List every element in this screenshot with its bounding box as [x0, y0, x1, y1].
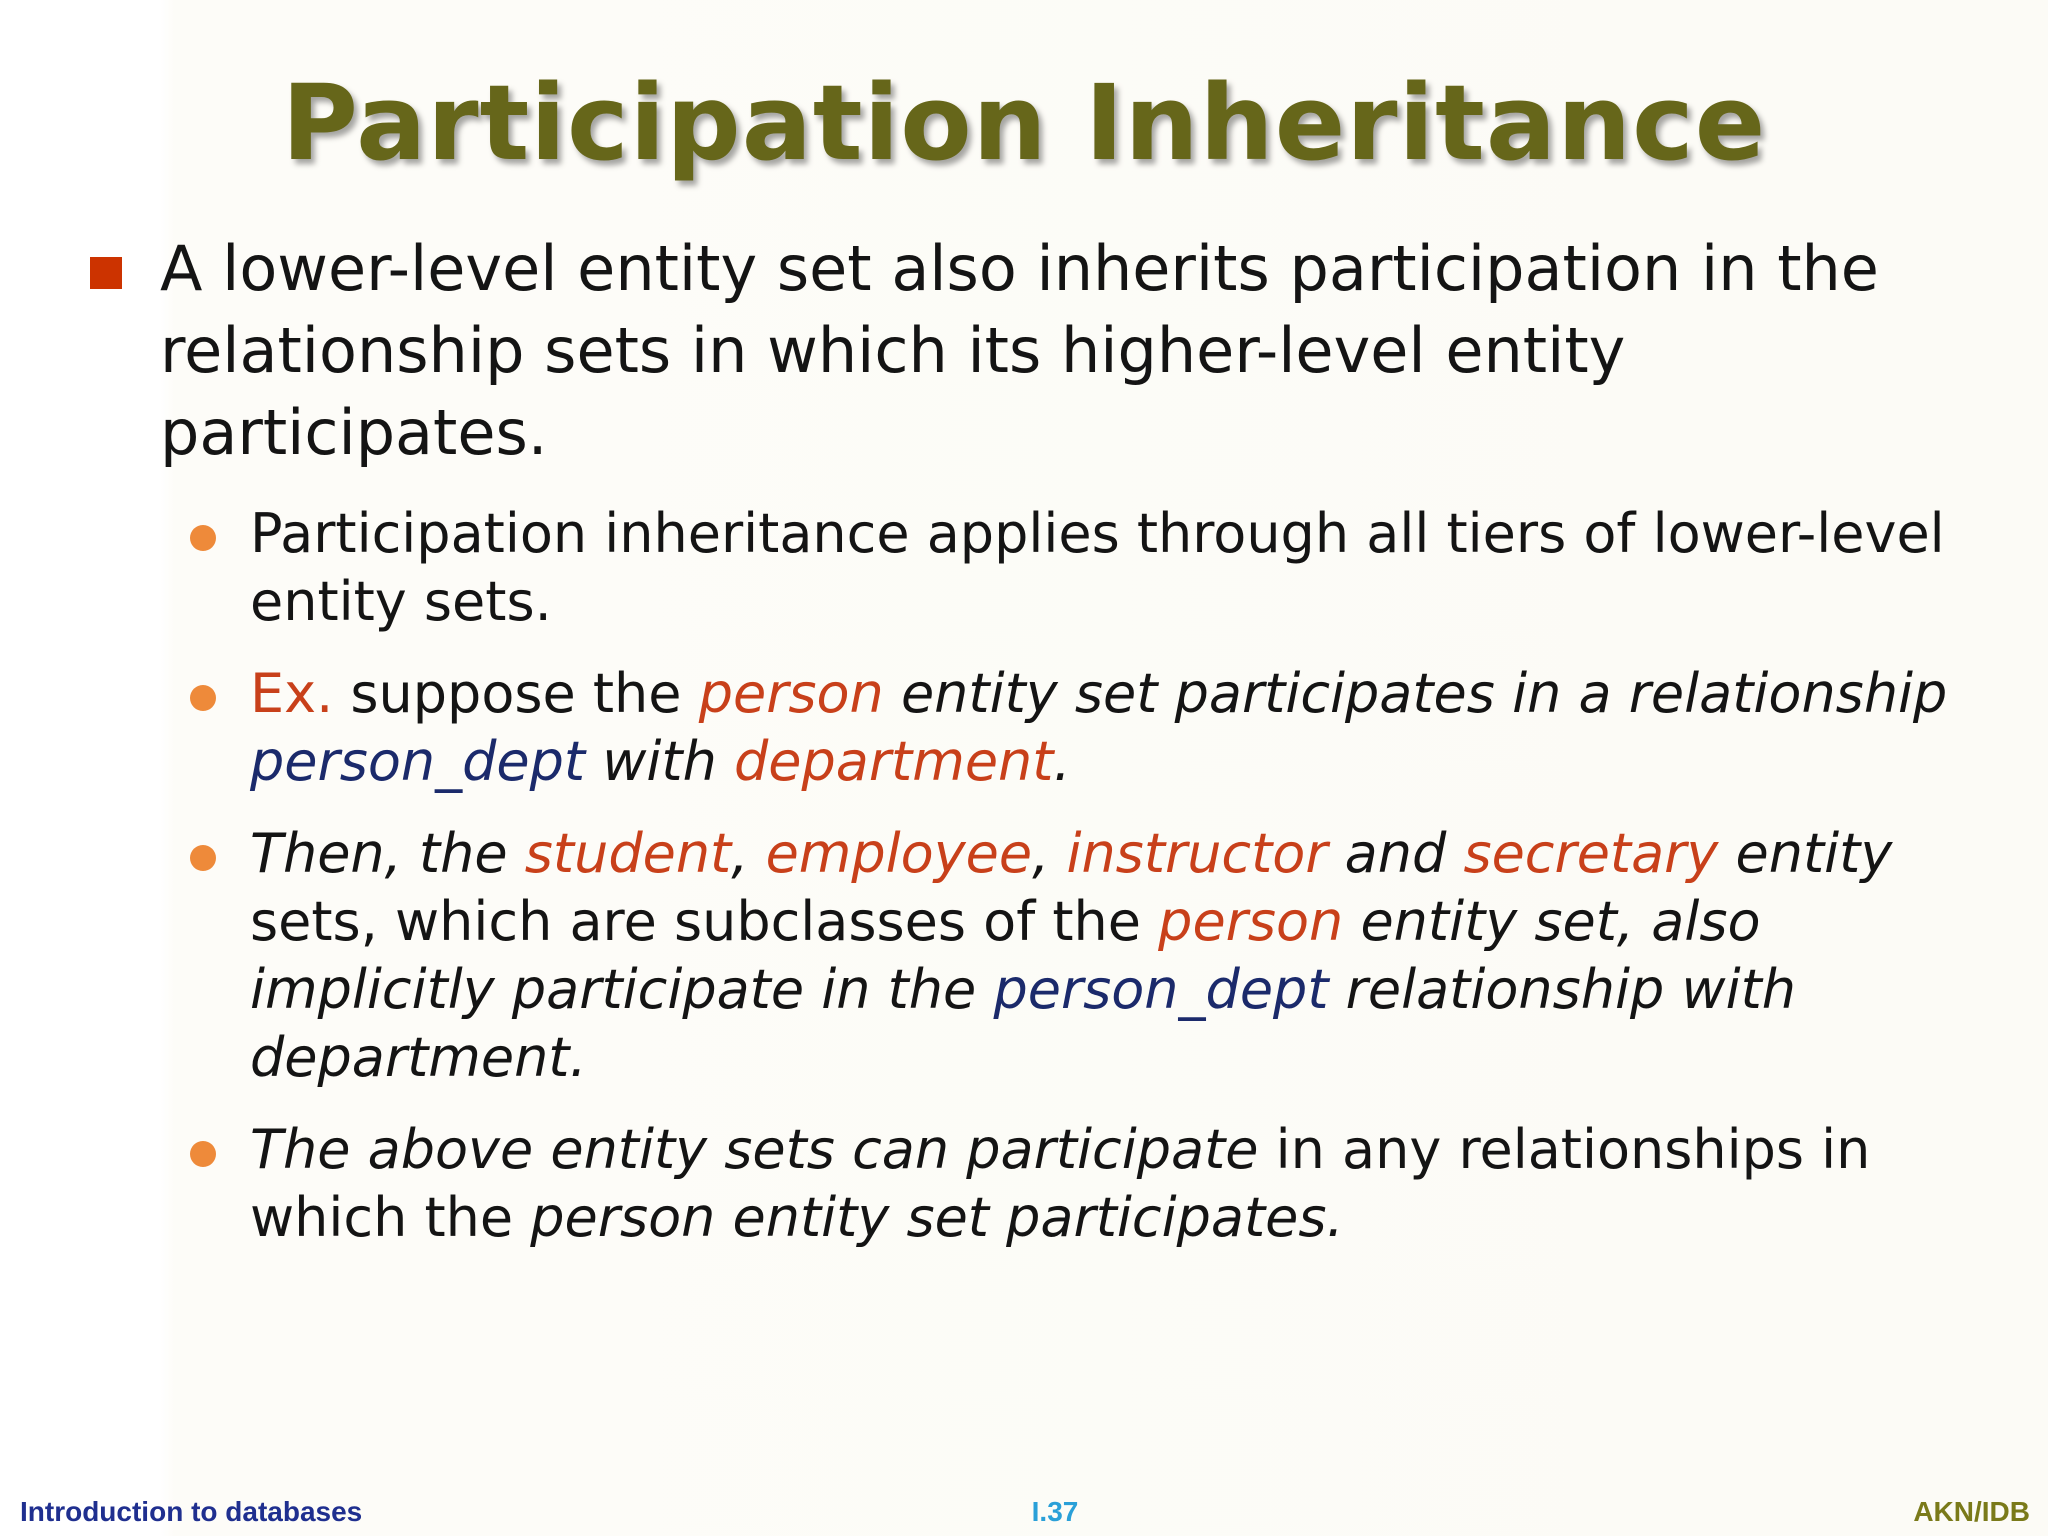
text-run: , — [1032, 822, 1067, 885]
sub-bullet-dot-icon — [190, 685, 216, 711]
main-bullet-square-icon — [90, 257, 122, 289]
footer-slide-number: I.37 — [1031, 1496, 1079, 1527]
text-run: , — [731, 822, 766, 885]
term-secretary: secretary — [1463, 822, 1719, 885]
text-run: person entity set participates. — [530, 1186, 1344, 1249]
text-run: entity set participates in a relationship — [883, 662, 1948, 725]
text-run: The above entity sets can participate — [250, 1118, 1259, 1181]
text-run: and — [1327, 822, 1464, 885]
term-person-dept: person_dept — [250, 730, 586, 793]
slide-title: Participation Inheritance — [281, 62, 1767, 184]
term-instructor: instructor — [1066, 822, 1328, 885]
sub-bullet-3-text — [250, 820, 1990, 1092]
term-department: department — [733, 730, 1054, 793]
sub-bullet-dot-icon — [190, 525, 216, 551]
sub-bullet-1-text: Participation inheritance applies through all tiers of lower-level entity sets. — [250, 502, 1945, 633]
text-run: relationship with — [1328, 958, 1796, 1021]
term-person: person — [698, 662, 884, 725]
text-run: with — [585, 730, 734, 793]
text-run: which the — [250, 1186, 531, 1249]
text-run: . — [1053, 730, 1071, 793]
term-employee: employee — [765, 822, 1033, 885]
text-run: department. — [250, 1026, 587, 1089]
text-run: sets, which are subclasses of the — [250, 890, 1159, 953]
sub-bullet-2-text — [250, 660, 1990, 796]
text-run: implicitly participate in the — [250, 958, 994, 1021]
text-run: entity set, also — [1343, 890, 1761, 953]
term-student: student — [524, 822, 732, 885]
footer-author: AKN/IDB — [1913, 1496, 2030, 1527]
sub-bullet-dot-icon — [190, 845, 216, 871]
main-bullet-text: A lower-level entity set also inherits participation in the relationship sets in which its higher-level entity participates. — [160, 232, 1879, 469]
text-run: Then, the — [250, 822, 525, 885]
term-person: person — [1158, 890, 1344, 953]
text-run: entity — [1718, 822, 1893, 885]
ex-label: Ex. — [250, 662, 334, 725]
text-run: in any relationships in — [1258, 1118, 1871, 1181]
footer-course-title: Introduction to databases — [20, 1496, 363, 1527]
text-run: suppose the — [333, 662, 699, 725]
sub-bullet-dot-icon — [190, 1141, 216, 1167]
term-person-dept: person_dept — [993, 958, 1329, 1021]
sub-bullet-4-text — [250, 1116, 1990, 1252]
